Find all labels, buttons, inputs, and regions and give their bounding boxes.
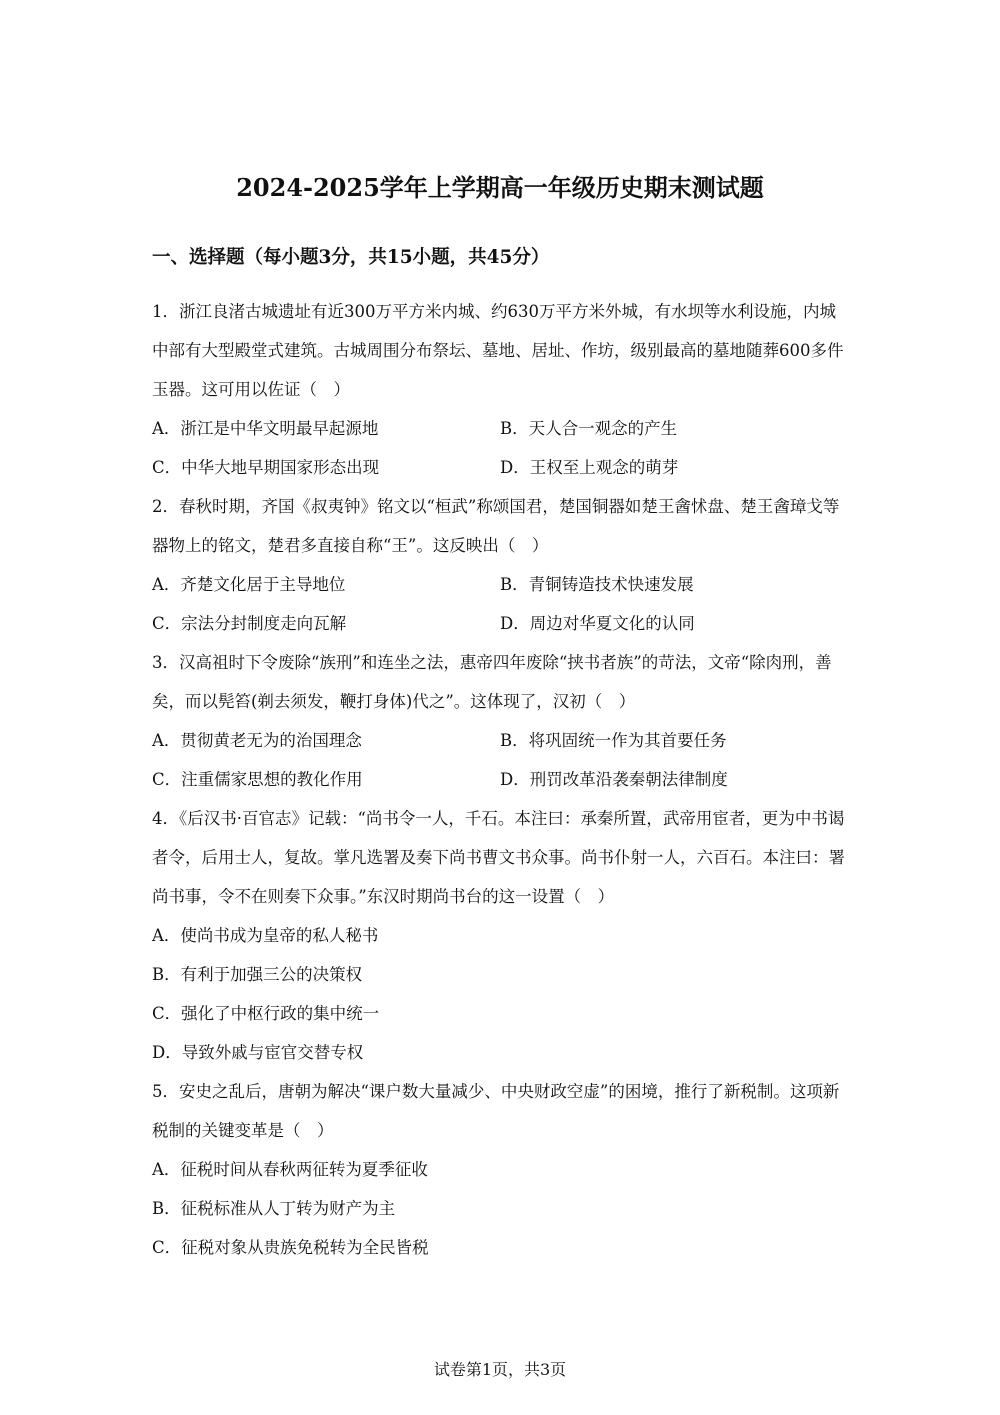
question-4 bbox=[152, 799, 852, 1072]
option-group bbox=[152, 916, 852, 1072]
option-c: C．强化了中枢行政的集中统一 bbox=[152, 1004, 380, 1023]
option-b: B．将巩固统一作为其首要任务 bbox=[500, 731, 727, 750]
option-d: D．导致外戚与宦官交替专权 bbox=[152, 1043, 364, 1062]
question-stem: 3．汉高祖时下令废除“族刑”和连坐之法，惠帝四年废除“挟书者族”的苛法，文帝“除肉刑，善矣，而以髡笞(剃去须发，鞭打身体)代之”。这体现了，汉初（ ） bbox=[152, 653, 832, 711]
option-b: B．天人合一观念的产生 bbox=[500, 419, 678, 438]
option-a: A．齐楚文化居于主导地位 bbox=[152, 575, 346, 594]
option-a: A．浙江是中华文明最早起源地 bbox=[152, 419, 379, 438]
question-stem: 2．春秋时期，齐国《叔夷钟》铭文以“桓武”称颂国君，楚国铜器如楚王酓怵盘、楚王酓璋戈等器物上的铭文，楚君多直接自称“王”。这反映出（ ） bbox=[152, 497, 840, 555]
question-stem: 1．浙江良渚古城遗址有近300万平方米内城、约630万平方米外城，有水坝等水利设施，内城中部有大型殿堂式建筑。古城周围分布祭坛、墓地、居址、作坊，级别最高的墓地随葬600多件玉器。这可用以佐证（ ） bbox=[152, 302, 844, 399]
page-footer: 试卷第1页，共3页 bbox=[433, 1360, 567, 1379]
option-group bbox=[152, 721, 852, 799]
question-1 bbox=[152, 292, 852, 487]
option-c: C．注重儒家思想的教化作用 bbox=[152, 770, 363, 789]
exam-title: 2024-2025学年上学期高一年级历史期末测试题 bbox=[236, 173, 764, 202]
option-a: A．使尚书成为皇帝的私人秘书 bbox=[152, 926, 379, 945]
option-d: D．周边对华夏文化的认同 bbox=[500, 614, 695, 633]
option-a: A．征税时间从春秋两征转为夏季征收 bbox=[152, 1160, 428, 1179]
option-b: B．有利于加强三公的决策权 bbox=[152, 965, 363, 984]
option-d: D．王权至上观念的萌芽 bbox=[500, 458, 679, 477]
question-stem: 4．《后汉书·百官志》记载：“尚书令一人，千石。本注曰：承秦所置，武帝用宦者，更为中书谒者令，后用士人，复故。掌凡选署及奏下尚书曹文书众事。尚书仆射一人，六百石。本注曰：署尚书事，令不在则奏下众事。”东汉时期尚书台的这一设置（ ） bbox=[152, 809, 845, 906]
option-group bbox=[152, 565, 852, 643]
option-c: C．中华大地早期国家形态出现 bbox=[152, 458, 380, 477]
question-5 bbox=[152, 1072, 852, 1267]
option-c: C．征税对象从贵族免税转为全民皆税 bbox=[152, 1238, 429, 1257]
option-b: B．征税标准从人丁转为财产为主 bbox=[152, 1199, 396, 1218]
option-a: A．贯彻黄老无为的治国理念 bbox=[152, 731, 362, 750]
question-2 bbox=[152, 487, 852, 643]
option-group bbox=[152, 1150, 852, 1267]
question-stem: 5．安史之乱后，唐朝为解决“课户数大量减少、中央财政空虚”的困境，推行了新税制。这项新税制的关键变革是（ ） bbox=[152, 1082, 840, 1140]
option-group bbox=[152, 409, 852, 487]
option-d: D．刑罚改革沿袭秦朝法律制度 bbox=[500, 770, 728, 789]
option-b: B．青铜铸造技术快速发展 bbox=[500, 575, 694, 594]
option-c: C．宗法分封制度走向瓦解 bbox=[152, 614, 347, 633]
question-3 bbox=[152, 643, 852, 799]
question-list bbox=[152, 292, 852, 1267]
section-heading: 一、选择题（每小题3分，共15小题，共45分） bbox=[152, 247, 550, 268]
